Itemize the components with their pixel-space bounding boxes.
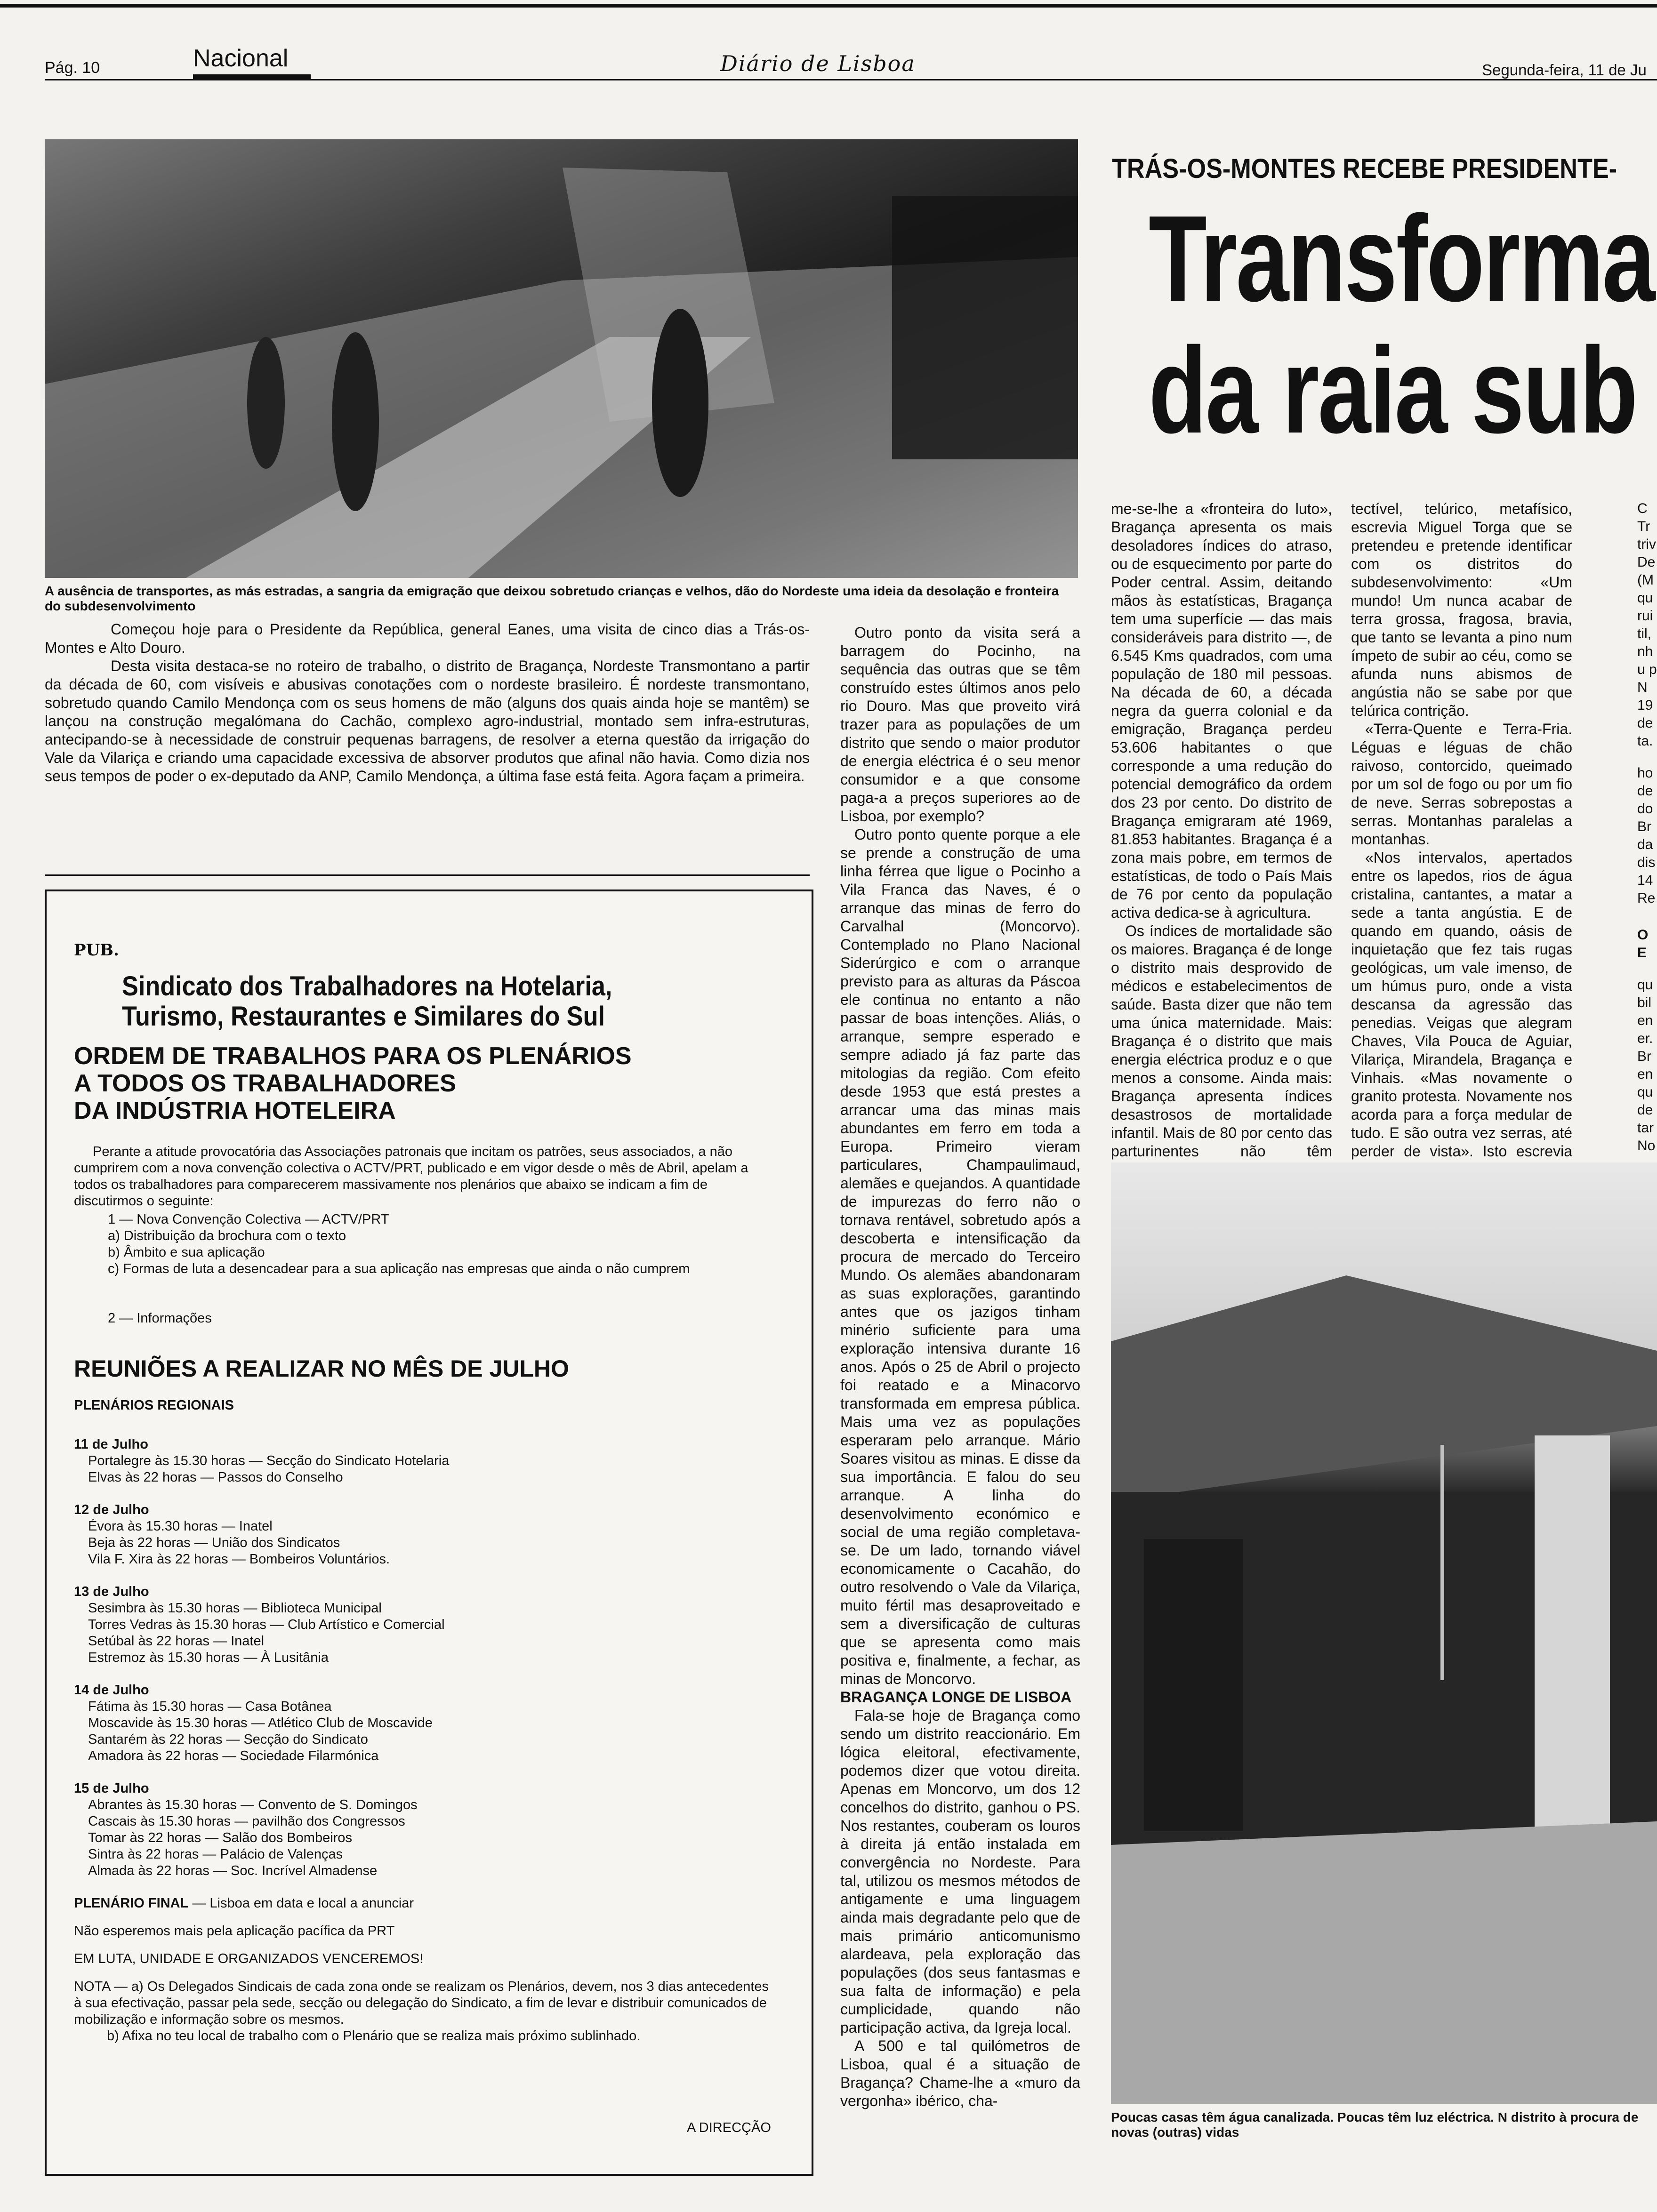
article-lead bbox=[45, 620, 810, 870]
cropped-line: tar bbox=[1637, 1120, 1654, 1136]
headline-line-2: da raia sub bbox=[1149, 322, 1637, 459]
article-paragraph: Os índices de mortalidade são os maiores. Bragança é de longe o distrito mais desprovido de médicos e estabelecimentos de saúde. Basta dizer que não tem uma única maternidade. Mais: Bragança é o distrito que mais energia eléctrica produz e o que menos a consome. Ainda mais: Bragança apresenta índices desastrosos de mortalidade infantil. Mais de 80 por cento das parturinentes não têm bbox=[1111, 922, 1332, 1160]
ad-final-label: PLENÁRIO FINAL bbox=[74, 1896, 189, 1911]
ad-day-item: Abrantes às 15.30 horas — Convento de S. Domingos bbox=[88, 1797, 418, 1812]
ad-title-line-1: ORDEM DE TRABALHOS PARA OS PLENÁRIOS bbox=[74, 1042, 632, 1070]
article-column-3 bbox=[1351, 500, 1572, 1160]
cropped-line: dis bbox=[1637, 855, 1656, 870]
ad-signature: A DIRECÇÃO bbox=[687, 2120, 771, 2135]
bottom-photo bbox=[1111, 1162, 1657, 2104]
cropped-line: de bbox=[1637, 1102, 1653, 1118]
cropped-line: Br bbox=[1637, 1049, 1651, 1064]
lead-paragraph: Começou hoje para o Presidente da República, general Eanes, uma visita de cinco dias a Trás-os-Montes e Alto Douro. bbox=[45, 621, 810, 656]
cropped-line: (M bbox=[1637, 572, 1654, 588]
ad-title-line-3: DA INDÚSTRIA HOTELEIRA bbox=[74, 1097, 396, 1124]
header-rule bbox=[45, 79, 1657, 80]
ad-day-item: Beja às 22 horas — União dos Sindicatos bbox=[88, 1535, 340, 1550]
cropped-line: en bbox=[1637, 1066, 1653, 1082]
ad-org-line-2: Turismo, Restaurantes e Similares do Sul bbox=[122, 1001, 605, 1032]
ad-day bbox=[74, 1436, 780, 1486]
cropped-line: til, bbox=[1637, 626, 1651, 641]
cropped-line: N bbox=[1637, 680, 1648, 695]
cropped-line: O bbox=[1637, 927, 1649, 943]
cropped-line: No bbox=[1637, 1138, 1656, 1154]
cropped-line: De bbox=[1637, 554, 1656, 570]
ad-day-item: Torres Vedras às 15.30 horas — Club Artístico e Comercial bbox=[88, 1617, 445, 1632]
section-label: Nacional bbox=[193, 45, 289, 72]
cropped-line: bil bbox=[1637, 995, 1652, 1010]
issue-date: Segunda-feira, 11 de Ju bbox=[1482, 61, 1647, 79]
cropped-line: en bbox=[1637, 1013, 1653, 1028]
article-paragraph: tectível, telúrico, metafísico, escrevia Miguel Torga que se pretendeu e pretende identificar com os distritos do subdesenvolvimento: «Um mundo! Um nunca acabar de terra grossa, fragosa, bravia, que tanto se levanta a pino num ímpeto de subir ao céu, como se afunda nuns abismos de angústia não se sabe por que telúrica contrição. bbox=[1351, 500, 1572, 719]
article-paragraph: A 500 e tal quilómetros de Lisboa, qual é a situação de Bragança? Chame-lhe a «muro da vergonha» ibérico, cha- bbox=[840, 2037, 1080, 2109]
ad-day-item: Évora às 15.30 horas — Inatel bbox=[88, 1519, 273, 1534]
article-paragraph: «Nos intervalos, apertados entre os lapedos, rios de água cristalina, cantantes, a matar a sede a tanta angústia. E de quando em quando, oásis de inquietação que fez tais rugas geológicas, um vale imenso, de um húmus puro, onde a vista descansa da agressão das penedias. Veigas que alegram Chaves, Vila Pouca de Aguiar, Vilariça, Mirandela, Bragança e Vinhais. «Mas novamente o granito protesta. Novamente nos acorda para a força medular de tudo. E são outra vez serras, até perder de vista». Isto escrevia bbox=[1351, 849, 1572, 1160]
ad-day-item: Sintra às 22 horas — Palácio de Valenças bbox=[88, 1847, 343, 1862]
cropped-line: de bbox=[1637, 715, 1653, 731]
ad-day-item: Fátima às 15.30 horas — Casa Botânea bbox=[88, 1699, 332, 1714]
cropped-line: de bbox=[1637, 783, 1653, 799]
page-number: Pág. 10 bbox=[45, 59, 100, 77]
ad-agenda-item: 2 — Informações bbox=[108, 1311, 212, 1326]
cropped-line: ta. bbox=[1637, 733, 1653, 749]
ad-day-item: Sesimbra às 15.30 horas — Biblioteca Municipal bbox=[88, 1601, 382, 1616]
article-paragraph: Outro ponto quente porque a ele se prende a construção de uma linha férrea que ligue o Pocinho a Vila Franca das Naves, é o arranque das minas de ferro do Carvalhal (Moncorvo). Contemplado no Plano Nacional Siderúrgico e com o arranque previsto para as alturas da Páscoa ele continua no entanto a não passar de boas intenções. Aliás, o arranque, sempre esperado e sempre adiado já faz parte das mitologias da região. Com efeito desde 1953 que está prestes a arrancar uma das minas mais abundantes em ferro em toda a Europa. Primeiro vieram particulares, Champaulimaud, alemães e quejandos. A quantidade de impurezas do ferro não o tornava rentável, sobretudo após a descoberta e intensificação da procura de mercado do Terceiro Mundo. Os alemães abandonaram as suas explorações, garantindo antes que os jazigos tinham minério suficiente para uma exploração intensiva durante 16 anos. Após o 25 de Abril o projecto foi reatado e a Minacorvo transformada em empresa pública. Mais uma vez as populações esperaram pelo arranque. Mário Soares visitou as minas. E disse da sua importância. E falou do seu arranque. A linha do desenvolvimento económico e social de uma região completava-se. De um lado, tornando viável economicamente o Cacahão, do outro resolvendo o Vale da Vilariça, muito fértil mas desaproveitado e sem a diversificação de culturas que se apresenta como mais positiva e, finalmente, a fechar, as minas de Moncorvo. bbox=[840, 826, 1080, 1687]
article-kicker: TRÁS-OS-MONTES RECEBE PRESIDENTE- bbox=[1112, 153, 1617, 184]
headline-line-1: Transforma bbox=[1149, 191, 1654, 327]
ad-regional-title: PLENÁRIOS REGIONAIS bbox=[74, 1398, 234, 1413]
ad-day bbox=[74, 1682, 780, 1764]
cropped-line: qu bbox=[1637, 977, 1653, 993]
cropped-line: qu bbox=[1637, 1084, 1653, 1100]
ad-tag: PUB. bbox=[74, 941, 119, 960]
top-photo-scene bbox=[45, 139, 1078, 578]
article-subhead: BRAGANÇA LONGE DE LISBOA bbox=[840, 1689, 1072, 1706]
ad-day bbox=[74, 1502, 780, 1568]
bottom-photo-scene bbox=[1111, 1162, 1657, 2104]
article-column-2 bbox=[1111, 500, 1332, 1160]
bottom-photo-caption: Poucas casas têm água canalizada. Poucas têm luz eléctrica. N distrito à procura de novas (outras) vidas bbox=[1111, 2110, 1639, 2140]
ad-agenda-item: c) Formas de luta a desencadear para a sua aplicação nas empresas que ainda o não cumprem bbox=[108, 1261, 690, 1276]
ad-day bbox=[74, 1584, 780, 1666]
ad-final-text: — Lisboa em data e local a anunciar bbox=[188, 1896, 414, 1911]
ad-day-date: 14 de Julho bbox=[74, 1683, 149, 1698]
article-column-1 bbox=[840, 624, 1080, 2177]
cropped-line: da bbox=[1637, 837, 1653, 852]
ad-title-line-2: A TODOS OS TRABALHADORES bbox=[74, 1070, 456, 1097]
cropped-line: do bbox=[1637, 801, 1653, 817]
ad-day-item: Tomar às 22 horas — Salão dos Bombeiros bbox=[88, 1830, 352, 1845]
ad-day-item: Vila F. Xira às 22 horas — Bombeiros Voluntários. bbox=[88, 1552, 390, 1567]
top-photo bbox=[45, 139, 1078, 578]
cropped-line: E bbox=[1637, 945, 1647, 961]
ad-day-item: Amadora às 22 horas — Sociedade Filarmónica bbox=[88, 1748, 379, 1763]
ad-day-item: Santarém às 22 horas — Secção do Sindicato bbox=[88, 1732, 368, 1747]
cropped-line: 14 bbox=[1637, 873, 1653, 888]
masthead: Diário de Lisboa bbox=[720, 51, 916, 76]
ad-day-item: Estremoz às 15.30 horas — À Lusitânia bbox=[88, 1650, 329, 1665]
cropped-line: ho bbox=[1637, 765, 1653, 781]
ad-intro: Perante a atitude provocatória das Associações patronais que incitam os patrões, seus associados, a não cumprirem com a nova convenção colectiva o ACTV/PRT, publicado e em vigor desde o mês de Abril, apelam a todos os trabalhadores para comparecerem massivamente nos plenários que abaixo se indicam a fim de discutirmos o seguinte: bbox=[74, 1144, 748, 1209]
cropped-line: u p bbox=[1637, 662, 1657, 677]
section-underline bbox=[193, 74, 311, 79]
ad-org-line-1: Sindicato dos Trabalhadores na Hotelaria, bbox=[122, 971, 612, 1002]
ad-note-b: b) Afixa no teu local de trabalho com o Plenário que se realiza mais próximo sublinhado. bbox=[107, 2028, 641, 2044]
ad-schedule bbox=[74, 1436, 780, 2044]
ad-day bbox=[74, 1780, 780, 1879]
ad-agenda-item: b) Âmbito e sua aplicação bbox=[108, 1245, 265, 1260]
ad-agenda-item: 1 — Nova Convenção Colectiva — ACTV/PRT bbox=[108, 1212, 389, 1227]
ad-day-date: 15 de Julho bbox=[74, 1781, 149, 1796]
ad-day-item: Cascais às 15.30 horas — pavilhão dos Congressos bbox=[88, 1814, 405, 1829]
cropped-line: triv bbox=[1637, 537, 1656, 552]
ad-agenda-item: a) Distribuição da brochura com o texto bbox=[108, 1228, 346, 1243]
ad-day-item: Elvas às 22 horas — Passos do Conselho bbox=[88, 1470, 343, 1485]
ad-meetings-title: REUNIÕES A REALIZAR NO MÊS DE JULHO bbox=[74, 1355, 569, 1382]
ad-day-item: Almada às 22 horas — Soc. Incrível Almadense bbox=[88, 1863, 378, 1878]
cropped-line: Re bbox=[1637, 890, 1656, 906]
ad-wait-text: Não esperemos mais pela aplicação pacífica da PRT bbox=[74, 1923, 395, 1939]
cropped-line: rui bbox=[1637, 608, 1653, 624]
ad-final-plenary bbox=[74, 1895, 780, 1912]
ad-day-item: Moscavide às 15.30 horas — Atlético Club de Moscavide bbox=[88, 1715, 433, 1731]
article-column-4-cropped bbox=[1637, 500, 1657, 1154]
cropped-line: nh bbox=[1637, 644, 1653, 659]
article-paragraph: «Terra-Quente e Terra-Fria. Léguas e léguas de chão raivoso, contorcido, queimado por um sol de fogo ou por um fio de neve. Serras sobrepostas a serras. Montanhas paralelas a montanhas. bbox=[1351, 721, 1572, 848]
ad-day-item: Portalegre às 15.30 horas — Secção do Sindicato Hotelaria bbox=[88, 1453, 450, 1468]
ad-day-date: 12 de Julho bbox=[74, 1502, 149, 1517]
top-photo-caption: A ausência de transportes, as más estradas, a sangria da emigração que deixou sobretudo crianças e velhos, dão do Nordeste uma ideia da desolação e fronteira do subdesenvolvimento bbox=[45, 584, 1059, 613]
ad-day-date: 11 de Julho bbox=[74, 1437, 148, 1452]
article-paragraph: Outro ponto da visita será a barragem do Pocinho, na sequência das outras que se têm construído estes últimos anos pelo rio Douro. Mas que proveito virá trazer para as populações de um distrito que sendo o maior produtor de energia eléctrica é o seu menor consumidor e a que consome paga-a a preços superiores ao de Lisboa, por exemplo? bbox=[840, 624, 1080, 825]
cropped-line: Br bbox=[1637, 819, 1651, 834]
ad-slogan: EM LUTA, UNIDADE E ORGANIZADOS VENCEREMOS! bbox=[74, 1951, 424, 1966]
ad-day-date: 13 de Julho bbox=[74, 1584, 149, 1599]
union-advertisement bbox=[45, 890, 813, 2176]
article-paragraph: me-se-lhe a «fronteira do luto», Bragança apresenta os mais desoladores índices do atraso, ou de esquecimento por parte do Poder central. Assim, deitando mãos às estatísticas, Bragança tem uma superfície — das mais consideráveis para distrito —, de 6.545 Kms quadrados, com uma população de 180 mil pessoas. Na década de 60, a década negra da guerra colonial e da emigração, Bragança perdeu 53.606 habitantes o que corresponde a uma redução do potencial demográfico da ordem dos 23 por cento. Do distrito de Bragança emigraram até 1969, 81.853 habitantes. Bragança é a zona mais pobre, em termos de estatísticas, de todo o País Mais de 76 por cento da população activa dedica-se à agricultura. bbox=[1111, 500, 1332, 921]
cropped-line: Tr bbox=[1637, 519, 1650, 534]
cropped-line: qu bbox=[1637, 590, 1653, 606]
cropped-line: er. bbox=[1637, 1031, 1653, 1046]
top-border bbox=[0, 4, 1657, 8]
lead-paragraph: Desta visita destaca-se no roteiro de trabalho, o distrito de Bragança, Nordeste Transmontano a partir da década de 60, com visíveis e abusivas conotações com o nordeste brasileiro. É nordeste transmontano, sobretudo quando Camilo Mendonça com os seus homens de mão (alguns dos quais ainda hoje se mantêm) se lançou na construção megalómana do Cachão, complexo agro-industrial, montado sem infra-estruturas, antecipando-se à necessidade de construir pequenas barragens, de resolver a eterna questão da irrigação do Vale da Vilariça e criando uma capacidade excessiva de absorver produtos que afinal não havia. Como dizia nos seus tempos de poder o ex-deputado da ANP, Camilo Mendonça, a última fase está feita. Agora façam a primeira. bbox=[45, 657, 810, 785]
cropped-line: 19 bbox=[1637, 697, 1653, 713]
ad-note-a: NOTA — a) Os Delegados Sindicais de cada zona onde se realizam os Plenários, devem, nos 3 dias antecedentes à sua efectivação, passar pela sede, secção ou delegação do Sindicato, a fim de levar e distribuir comunicados de mobilização e informação sobre os mesmos. bbox=[74, 1979, 769, 2027]
ad-day-item: Setúbal às 22 horas — Inatel bbox=[88, 1634, 265, 1649]
article-paragraph: Fala-se hoje de Bragança como sendo um distrito reaccionário. Em lógica eleitoral, efectivamente, podemos dizer que votou direita. Apenas em Moncorvo, um dos 12 concelhos do distrito, ganhou o PS. Nos restantes, couberam os louros à direita já então instalada em convergência no Nordeste. Para tal, utilizou os mesmos métodos de antigamente e uma linguagem ainda mais degradante pelo que de mais primário anticomunismo alardeava, pela exploração das populações (dos seus fantasmas e sua falta de informação) e pela cumplicidade, quando não participação activa, da Igreja local. bbox=[840, 1707, 1080, 2036]
cropped-line: C bbox=[1637, 501, 1648, 516]
lead-bottom-rule bbox=[45, 874, 810, 876]
